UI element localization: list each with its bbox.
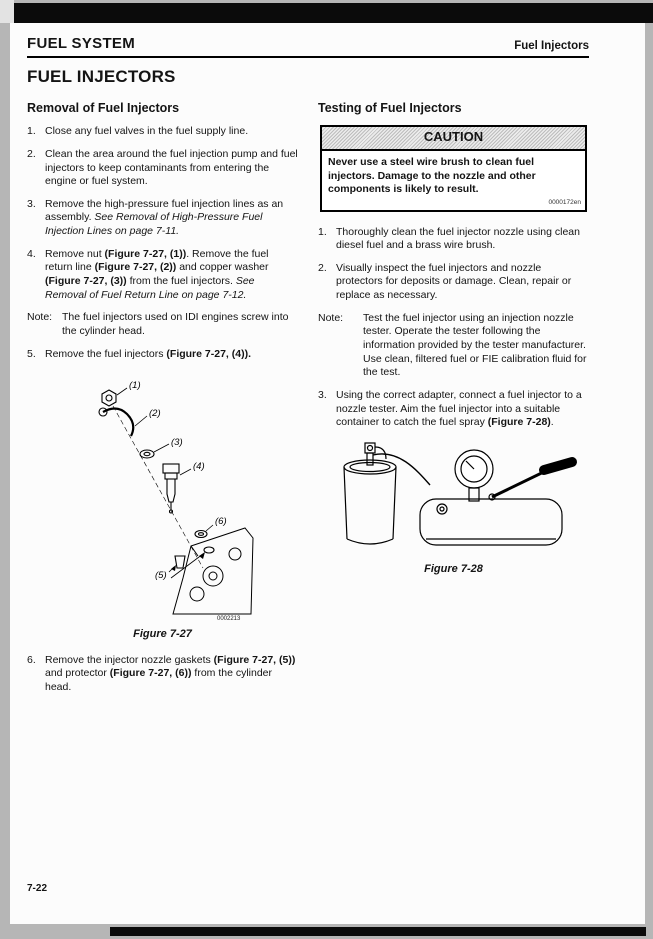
- text-segment: (Figure 7-27, (1)): [104, 247, 187, 260]
- step-text: [336, 262, 589, 303]
- text-segment: Remove nut: [45, 247, 105, 260]
- figure-caption: Figure 7-28: [424, 562, 483, 575]
- text-segment: and copper washer: [176, 261, 269, 274]
- figure-7-28-image: [332, 439, 580, 557]
- caution-code: 0000172en: [548, 199, 581, 207]
- step-item: [27, 198, 298, 239]
- note-block: [27, 311, 298, 338]
- text-segment: Remove the fuel injectors: [45, 347, 167, 360]
- step-item: [27, 125, 298, 139]
- text-segment: (Figure 7-28): [487, 416, 551, 429]
- pressure-gauge-drawing: [455, 450, 493, 501]
- page-title: FUEL INJECTORS: [27, 67, 176, 86]
- gasket-drawing: [195, 531, 207, 538]
- figure-image-code: 0002213: [217, 616, 241, 623]
- arrowhead: [171, 565, 176, 571]
- text-segment: from the cylinder head.: [45, 667, 273, 693]
- step-number: 5.: [27, 347, 36, 360]
- nut-drawing: [102, 390, 116, 406]
- caution-text: Never use a steel wire brush to clean fuel injectors. Damage to the nozzle and other components is likely to result.: [328, 156, 536, 196]
- text-segment: (Figure 7-27, (6)): [109, 667, 192, 680]
- pump-lever-drawing: [489, 462, 572, 500]
- step-item: [318, 262, 589, 303]
- return-line-drawing: [103, 409, 133, 437]
- figure-7-28: [318, 439, 589, 576]
- step-item: [27, 248, 298, 303]
- step-item: [27, 348, 298, 362]
- text-segment: Using the correct adapter, connect a fuel injector to a nozzle tester. Aim the fuel injector into a suitable container to catch the fuel spray: [336, 388, 582, 429]
- text-segment: .: [248, 347, 252, 360]
- text-segment: Remove the injector nozzle gaskets: [45, 653, 214, 666]
- note-text: Test the fuel injector using an injection nozzle tester. Operate the tester following the information provided by the tester manufacturer. Use clean, filtered fuel or FIE calibration fluid for the test.: [363, 311, 587, 379]
- text-segment: (Figure 7-27, (3)): [45, 275, 127, 288]
- figure-callout: (1): [129, 380, 141, 392]
- injector-drawing: [163, 464, 179, 513]
- note-label: Note:: [27, 311, 53, 324]
- note-block: [318, 312, 589, 380]
- step-item: [27, 148, 298, 189]
- figure-caption: Figure 7-27: [133, 628, 192, 641]
- caution-box: [320, 125, 587, 211]
- text-segment: from the fuel injectors.: [126, 275, 236, 288]
- step-item: [318, 226, 589, 253]
- fuel-cup-drawing: [344, 460, 396, 544]
- scan-bottom-black-bar: [110, 927, 646, 936]
- fuel-tube-drawing: [373, 454, 430, 485]
- callout-leader: [154, 444, 169, 452]
- text-segment: See Removal of High-Pressure Fuel Injection Lines on page 7-11.: [45, 211, 263, 238]
- removal-section-title: Removal of Fuel Injectors: [27, 101, 180, 115]
- testing-section-title: Testing of Fuel Injectors: [318, 101, 462, 115]
- text-segment: See Removal of Fuel Return Line on page 7-12.: [45, 275, 255, 301]
- text-segment: (Figure 7-27, (4)): [166, 347, 249, 360]
- figure-callout: (5): [155, 570, 167, 582]
- text-segment: Remove the high-pressure fuel injection lines as an assembly.: [45, 197, 284, 224]
- step-number: 2.: [318, 261, 327, 274]
- step-text: [45, 654, 298, 695]
- text-segment: Clean the area around the fuel injection pump and fuel injectors to keep contaminants from entering the engine or fuel system.: [45, 147, 298, 188]
- text-segment: (Figure 7-27, (2)): [94, 261, 177, 274]
- text-segment: Thoroughly clean the fuel injector nozzle using clean diesel fuel and a brass wire brush.: [336, 225, 580, 252]
- scan-top-black-bar: [14, 3, 653, 23]
- figure-callout: (4): [193, 461, 205, 473]
- cylinder-head-drawing: [173, 528, 253, 614]
- step-number: 3.: [318, 388, 327, 401]
- header-chapter-title: FUEL SYSTEM: [27, 35, 136, 52]
- caution-header: CAUTION: [322, 127, 585, 151]
- step-number: 1.: [27, 125, 36, 138]
- text-segment: and protector: [45, 667, 110, 680]
- figure-callout: (2): [149, 408, 161, 420]
- left-column: [27, 91, 298, 703]
- note-text: The fuel injectors used on IDI engines screw into the cylinder head.: [62, 311, 289, 337]
- text-segment: .: [550, 416, 554, 429]
- page-number: 7-22: [27, 883, 48, 894]
- text-segment: . Remove the fuel return line: [45, 247, 269, 274]
- step-text: [45, 348, 298, 362]
- figure-callout: (6): [215, 516, 227, 528]
- figure-7-27-image: [45, 370, 257, 622]
- step-number: 6.: [27, 653, 36, 666]
- callout-leader: [117, 388, 127, 395]
- callout-leader: [180, 469, 191, 475]
- step-text: [336, 226, 589, 253]
- step-number: 3.: [27, 197, 36, 210]
- step-text: [45, 148, 298, 189]
- pump-body-drawing: [420, 499, 562, 545]
- two-column-layout: [27, 91, 589, 703]
- figure-callout: (3): [171, 437, 183, 449]
- step-number: 1.: [318, 225, 327, 238]
- step-item: [27, 654, 298, 695]
- page-header: [27, 35, 589, 58]
- scan-corner-artifact: [0, 0, 14, 23]
- header-section-title: Fuel Injectors: [514, 40, 589, 52]
- right-column: [318, 91, 589, 703]
- step-text: [336, 389, 589, 430]
- step-number: 4.: [27, 247, 36, 260]
- text-segment: (Figure 7-27, (5)): [213, 653, 296, 666]
- callout-leader: [135, 416, 147, 426]
- manual-page: [10, 23, 645, 924]
- text-segment: Close any fuel valves in the fuel supply line.: [45, 125, 249, 138]
- figure-7-27: [27, 370, 298, 641]
- callout-leader: [206, 525, 213, 531]
- step-number: 2.: [27, 147, 36, 160]
- washer-drawing: [140, 450, 154, 458]
- exploded-axis-line: [113, 406, 203, 568]
- arrowhead: [199, 552, 205, 559]
- step-text: [45, 248, 298, 303]
- step-text: [45, 125, 298, 139]
- step-item: [318, 389, 589, 430]
- note-label: Note:: [318, 311, 344, 324]
- text-segment: Visually inspect the fuel injectors and nozzle protectors for deposits or damage. Clean, repair or replace as necessary.: [336, 261, 572, 302]
- step-text: [45, 198, 298, 239]
